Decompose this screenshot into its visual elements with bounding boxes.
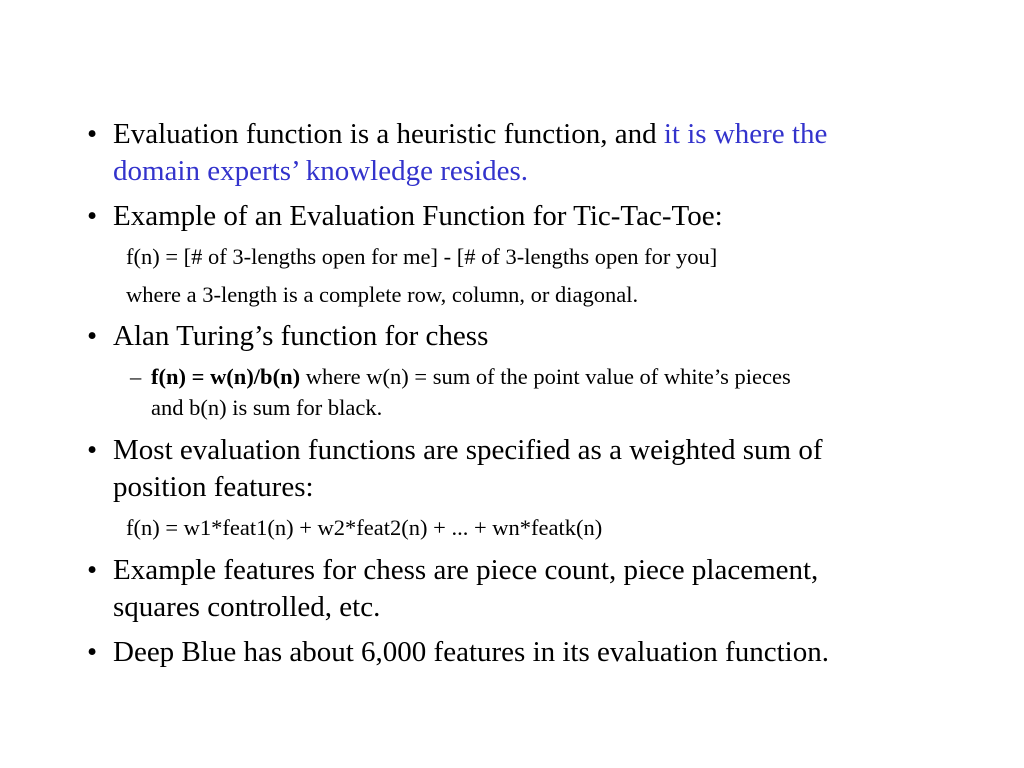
bullet-1: • (87, 118, 98, 150)
item-2-formula: f(n) = [# of 3-lengths open for me] - [# of 3-lengths open for you] (126, 244, 718, 269)
item-5-line-2: squares controlled, etc. (113, 591, 381, 623)
item-4-formula: f(n) = w1*feat1(n) + w2*feat2(n) + ... + wn*featk(n) (126, 515, 603, 540)
item-2-text: Example of an Evaluation Function for Tic-Tac-Toe: (113, 200, 723, 232)
bullet-5: • (87, 554, 98, 586)
item-1-highlight: it is where the (663, 118, 828, 150)
bullet-2: • (87, 200, 98, 232)
turing-description: where w(n) = sum of the point value of white’s pieces (300, 364, 791, 389)
item-3-text: Alan Turing’s function for chess (113, 320, 489, 352)
dash-3: – (130, 364, 142, 389)
bullet-4: • (87, 434, 98, 466)
item-3-sub-line-1 (151, 366, 791, 389)
item-6-text: Deep Blue has about 6,000 features in its evaluation function. (113, 636, 829, 668)
item-3-sub-line-2: and b(n) is sum for black. (151, 395, 383, 420)
item-5-line-1: Example features for chess are piece count, piece placement, (113, 554, 819, 586)
turing-formula: f(n) = w(n)/b(n) (151, 364, 301, 389)
item-1-line-1 (113, 120, 827, 149)
item-4-line-1: Most evaluation functions are specified as a weighted sum of (113, 434, 823, 466)
item-4-line-2: position features: (113, 471, 314, 503)
bullet-6: • (87, 636, 98, 668)
bullet-3: • (87, 320, 98, 352)
item-1-text: Evaluation function is a heuristic function, and (113, 118, 664, 150)
item-1-line-2: domain experts’ knowledge resides. (113, 155, 529, 187)
item-2-note: where a 3-length is a complete row, column, or diagonal. (126, 282, 639, 307)
